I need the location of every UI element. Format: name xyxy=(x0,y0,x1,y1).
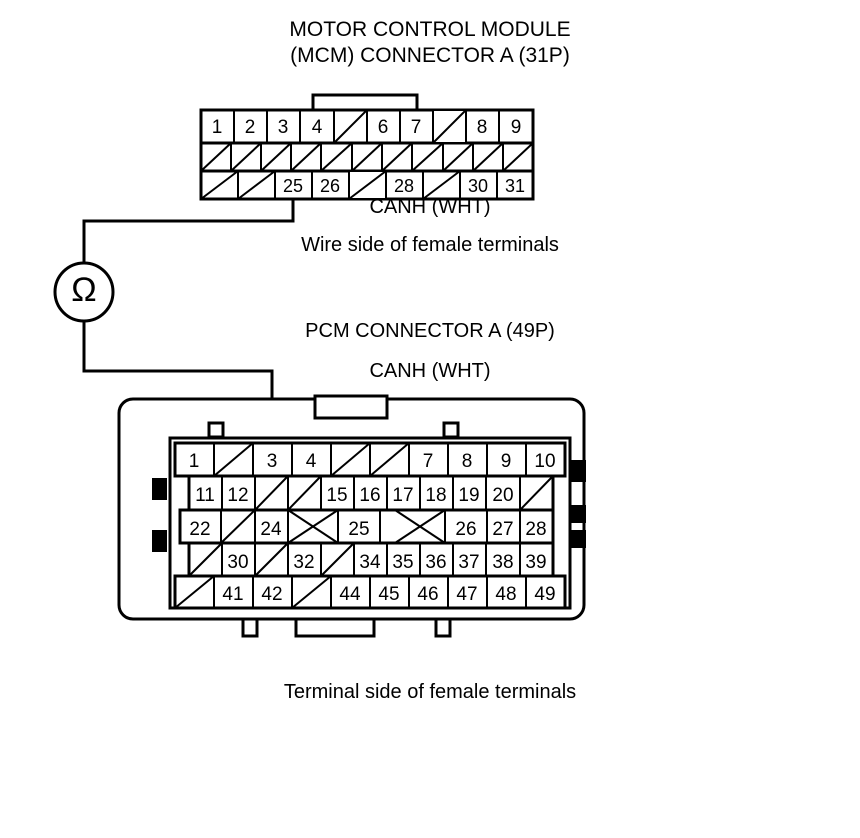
svg-text:35: 35 xyxy=(392,552,414,573)
svg-text:16: 16 xyxy=(359,485,381,506)
mcm-title-line-1: MOTOR CONTROL MODULE xyxy=(289,18,571,41)
pcm-title: PCM CONNECTOR A (49P) xyxy=(305,320,555,342)
svg-text:20: 20 xyxy=(492,485,514,506)
pcm-view-label: Terminal side of female terminals xyxy=(283,681,577,703)
svg-text:18: 18 xyxy=(425,485,447,506)
svg-text:7: 7 xyxy=(422,451,434,472)
svg-text:34: 34 xyxy=(359,552,381,573)
svg-text:2: 2 xyxy=(244,117,256,138)
svg-text:39: 39 xyxy=(525,552,547,573)
svg-text:32: 32 xyxy=(293,552,315,573)
svg-text:11: 11 xyxy=(195,485,215,506)
svg-text:30: 30 xyxy=(227,552,249,573)
svg-text:9: 9 xyxy=(500,451,512,472)
svg-text:46: 46 xyxy=(417,584,439,605)
svg-text:31: 31 xyxy=(504,176,526,196)
svg-text:15: 15 xyxy=(326,485,348,506)
svg-text:1: 1 xyxy=(211,117,223,138)
mcm-signal-label: CANH (WHT) xyxy=(369,196,491,218)
svg-text:41: 41 xyxy=(222,584,244,605)
svg-text:17: 17 xyxy=(392,485,414,506)
svg-text:4: 4 xyxy=(305,451,317,472)
svg-text:22: 22 xyxy=(189,519,211,540)
svg-text:10: 10 xyxy=(534,451,556,472)
svg-text:3: 3 xyxy=(266,451,278,472)
svg-text:24: 24 xyxy=(260,519,282,540)
svg-text:47: 47 xyxy=(456,584,478,605)
svg-text:48: 48 xyxy=(495,584,517,605)
svg-text:45: 45 xyxy=(378,584,400,605)
svg-text:3: 3 xyxy=(277,117,289,138)
svg-text:26: 26 xyxy=(319,176,341,196)
pcm-row-e-labels xyxy=(222,584,555,605)
svg-text:27: 27 xyxy=(492,519,514,540)
svg-text:7: 7 xyxy=(410,117,422,138)
svg-text:42: 42 xyxy=(261,584,283,605)
svg-text:1: 1 xyxy=(188,451,200,472)
mcm-view-label: Wire side of female terminals xyxy=(301,234,559,256)
svg-text:12: 12 xyxy=(227,485,249,506)
svg-text:28: 28 xyxy=(525,519,547,540)
svg-text:36: 36 xyxy=(425,552,447,573)
svg-text:38: 38 xyxy=(492,552,514,573)
svg-text:19: 19 xyxy=(458,485,480,506)
mcm-title-line-2: (MCM) CONNECTOR A (31P) xyxy=(290,44,570,67)
svg-text:25: 25 xyxy=(348,519,370,540)
ohmmeter-label: Ω xyxy=(71,271,97,309)
svg-text:8: 8 xyxy=(476,117,488,138)
svg-text:28: 28 xyxy=(393,176,415,196)
svg-text:30: 30 xyxy=(467,176,489,196)
svg-text:49: 49 xyxy=(534,584,556,605)
svg-text:9: 9 xyxy=(510,117,522,138)
svg-text:37: 37 xyxy=(458,552,480,573)
svg-text:44: 44 xyxy=(339,584,361,605)
svg-text:6: 6 xyxy=(377,117,389,138)
svg-text:4: 4 xyxy=(311,117,323,138)
pcm-signal-label: CANH (WHT) xyxy=(369,360,491,382)
svg-text:26: 26 xyxy=(455,519,477,540)
svg-text:25: 25 xyxy=(282,176,304,196)
svg-text:8: 8 xyxy=(461,451,473,472)
